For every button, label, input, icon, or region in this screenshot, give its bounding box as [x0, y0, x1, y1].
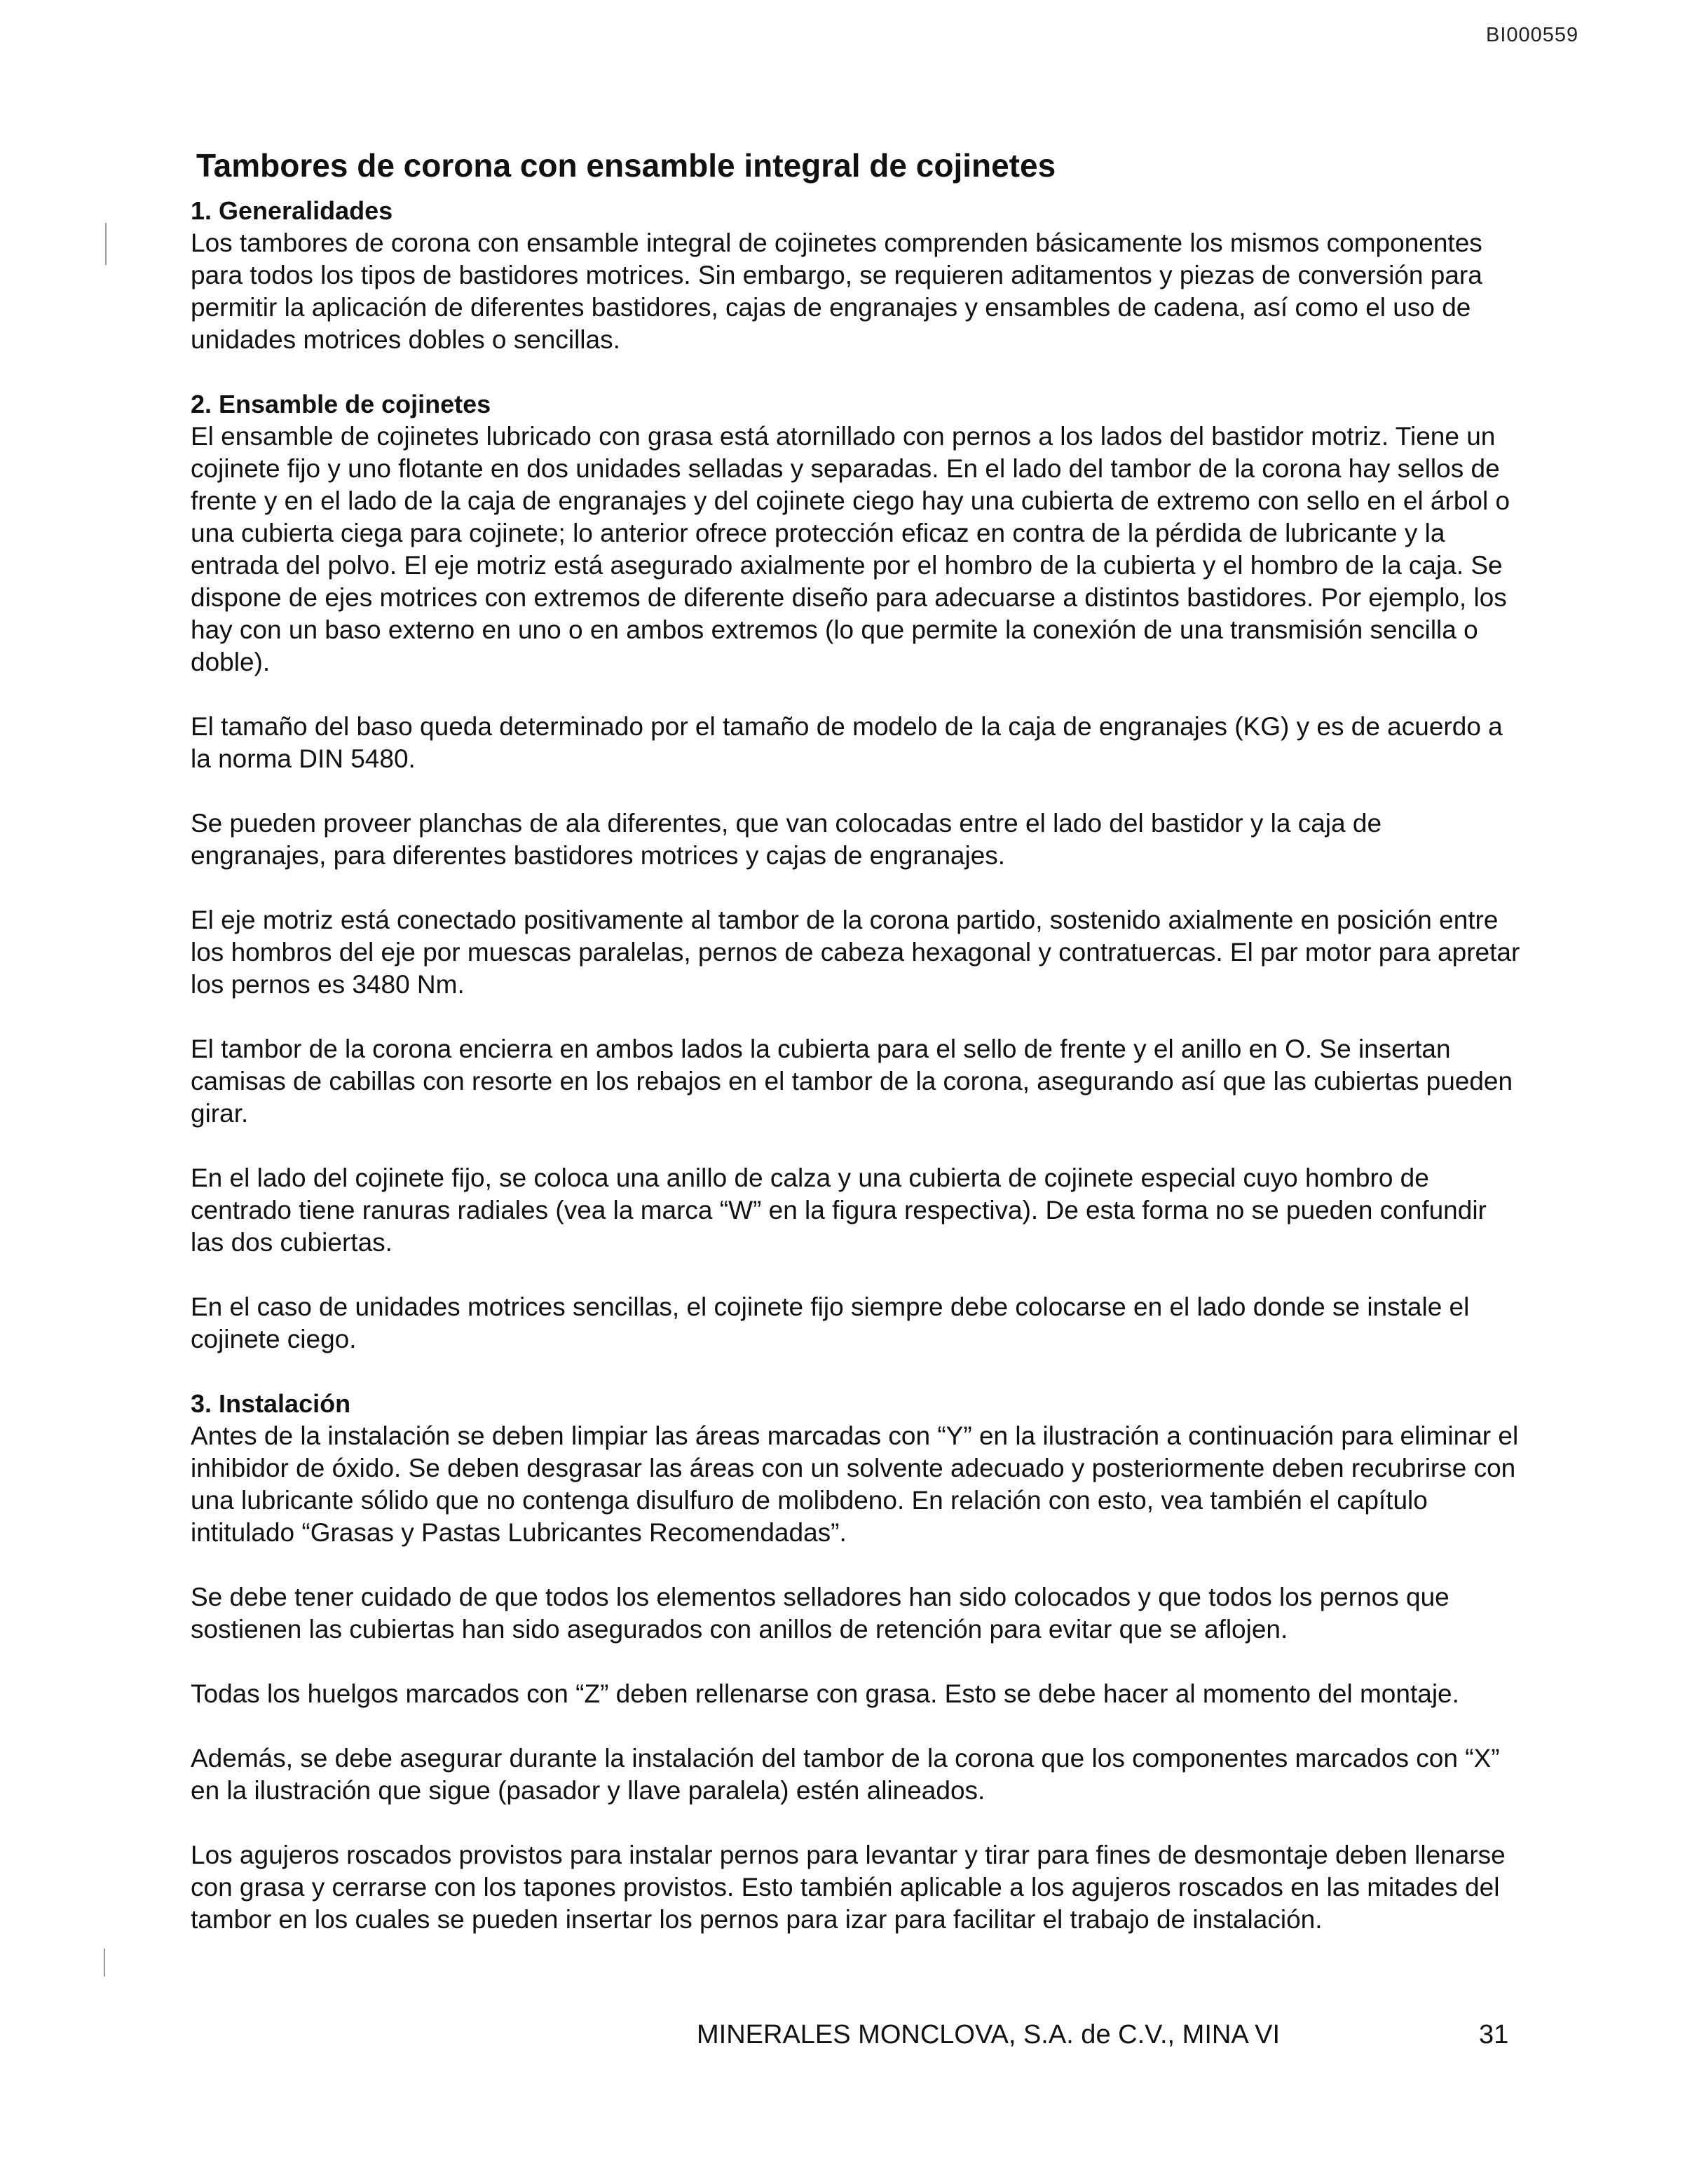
section-heading: 2. Ensamble de cojinetes: [191, 390, 491, 418]
paragraph: El tambor de la corona encierra en ambos lados la cubierta para el sello de frente y el anillo en O. Se insertan camisas de cabillas con resorte en los rebajos en el tambor de la corona, asegurando así que las cubiertas pueden girar.: [191, 1035, 1513, 1128]
section-heading: 1. Generalidades: [191, 196, 393, 225]
paragraph: Los agujeros roscados provistos para instalar pernos para levantar y tirar para fines de desmontaje deben llenarse con grasa y cerrarse con los tapones provistos. Esto también aplicable a los agujeros roscados en las mitades del tambor en los cuales se pueden insertar los pernos para izar para facilitar el trabajo de instalación.: [191, 1841, 1506, 1934]
paragraph: Se pueden proveer planchas de ala diferentes, que van colocadas entre el lado del bastidor y la caja de engranajes, para diferentes bastidores motrices y cajas de engranajes.: [191, 809, 1382, 870]
page-number: 31: [1479, 2020, 1509, 2049]
section-generalidades: [191, 195, 1522, 356]
footer-company: MINERALES MONCLOVA, S.A. de C.V., MINA VI: [697, 2020, 1281, 2049]
scan-artifact: [104, 1948, 105, 1977]
paragraph: Se debe tener cuidado de que todos los elementos selladores han sido colocados y que todos los pernos que sostienen las cubiertas han sido asegurados con anillos de retención para evitar que se aflojen.: [191, 1583, 1449, 1644]
paragraph: En el lado del cojinete fijo, se coloca una anillo de calza y una cubierta de cojinete especial cuyo hombro de centrado tiene ranuras radiales (vea la marca “W” en la figura respectiva). De esta forma no se pueden confundir las dos cubiertas.: [191, 1163, 1487, 1257]
section-heading: 3. Instalación: [191, 1389, 351, 1418]
document-id: BI000559: [1486, 24, 1579, 46]
paragraph: Antes de la instalación se deben limpiar las áreas marcadas con “Y” en la ilustración a continuación para eliminar el inhibidor de óxido. Se deben desgrasar las áreas con un solvente adecuado y posteriormente deben recubrirse con una lubricante sólido que no contenga disulfuro de molibdeno. En relación con esto, vea también el capítulo intitulado “Grasas y Pastas Lubricantes Recomendadas”.: [191, 1421, 1519, 1547]
paragraph: En el caso de unidades motrices sencillas, el cojinete fijo siempre debe colocarse en el lado donde se instale el cojinete ciego.: [191, 1292, 1470, 1353]
paragraph: Además, se debe asegurar durante la instalación del tambor de la corona que los componentes marcados con “X” en la ilustración que sigue (pasador y llave paralela) estén alineados.: [191, 1744, 1500, 1805]
paragraph: Todas los huelgos marcados con “Z” deben rellenarse con grasa. Esto se debe hacer al momento del montaje.: [191, 1679, 1459, 1708]
paragraph: Los tambores de corona con ensamble integral de cojinetes comprenden básicamente los mismos componentes para todos los tipos de bastidores motrices. Sin embargo, se requieren aditamentos y piezas de conversión para permitir la aplicación de diferentes bastidores, cajas de engranajes y ensambles de cadena, así como el uso de unidades motrices dobles o sencillas.: [191, 228, 1482, 354]
paragraph: El eje motriz está conectado positivamente al tambor de la corona partido, sostenido axialmente en posición entre los hombros del eje por muescas paralelas, pernos de cabeza hexagonal y contratuercas. El par motor para apretar los pernos es 3480 Nm.: [191, 906, 1520, 999]
document-body: [191, 146, 1522, 1968]
section-ensamble-de-cojinetes: [191, 388, 1522, 1356]
paragraph: El ensamble de cojinetes lubricado con grasa está atornillado con pernos a los lados del bastidor motriz. Tiene un cojinete fijo y uno flotante en dos unidades selladas y separadas. En el lado del tambor de la corona hay sellos de frente y en el lado de la caja de engranajes y del cojinete ciego hay una cubierta de extremo con sello en el árbol o una cubierta ciega para cojinete; lo anterior ofrece protección eficaz en contra de la pérdida de lubricante y la entrada del polvo. El eje motriz está asegurado axialmente por el hombro de la cubierta y el hombro de la caja. Se dispone de ejes motrices con extremos de diferente diseño para adecuarse a distintos bastidores. Por ejemplo, los hay con un baso externo en uno o en ambos extremos (lo que permite la conexión de una transmisión sencilla o doble).: [191, 422, 1510, 676]
section-instalacion: [191, 1388, 1522, 1936]
paragraph: El tamaño del baso queda determinado por el tamaño de modelo de la caja de engranajes (KG) y es de acuerdo a la norma DIN 5480.: [191, 712, 1503, 773]
scan-artifact: [105, 223, 107, 265]
document-title: Tambores de corona con ensamble integral de cojinetes: [196, 147, 1056, 184]
